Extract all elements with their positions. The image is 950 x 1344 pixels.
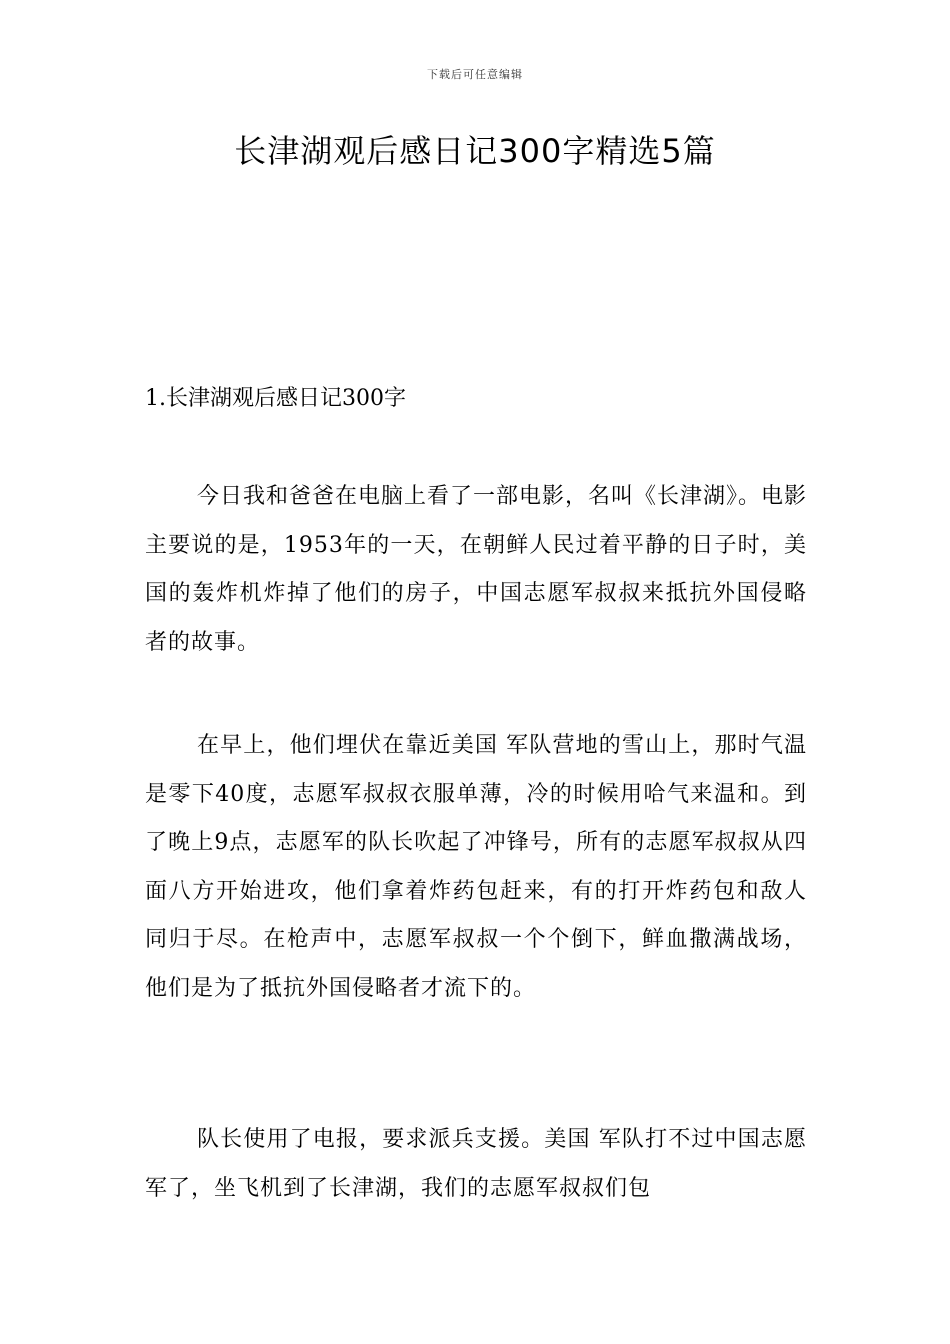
body-paragraph-3: 队长使用了电报，要求派兵支援。美国 军队打不过中国志愿军了，坐飞机到了长津湖，我们的志愿军叔叔们包	[145, 1127, 807, 1201]
header-note: 下载后可任意编辑	[427, 68, 523, 81]
body-paragraph-2: 在早上，他们埋伏在靠近美国 军队营地的雪山上，那时气温是零下40度，志愿军叔叔衣服单薄，冷的时候用哈气来温和。到了晚上9点，志愿军的队长吹起了冲锋号，所有的志愿军叔叔从四面八方开始进攻，他们拿着炸药包赶来，有的打开炸药包和敌人同归于尽。在枪声中，志愿军叔叔一个个倒下，鲜血撒满战场，他们是为了抵抗外国侵略者才流下的。	[145, 733, 807, 1001]
body-paragraph-1: 今日我和爸爸在电脑上看了一部电影，名叫《长津湖》。电影主要说的是，1953年的一天，在朝鲜人民过着平静的日子时，美国的轰炸机炸掉了他们的房子，中国志愿军叔叔来抵抗外国侵略者的故事。	[145, 484, 808, 655]
section-heading: 1.长津湖观后感日记300字	[145, 386, 406, 411]
document-title: 长津湖观后感日记300字精选5篇	[234, 132, 716, 170]
